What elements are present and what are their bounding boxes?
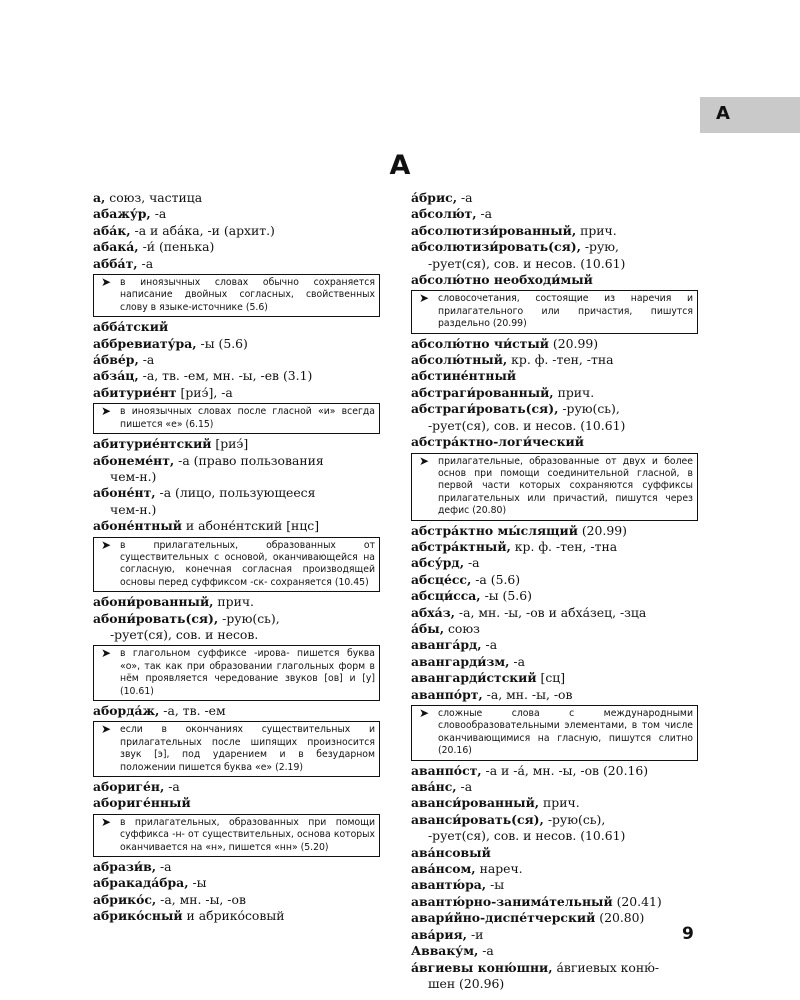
entry-continuation: -рует(ся), сов. и несов. (10.61) [428,255,626,271]
dictionary-entry [93,385,383,401]
entry-details: -ы [486,877,505,893]
headword: авантю́ра, [411,877,487,893]
headword: абза́ц, [93,368,139,384]
dictionary-entry [93,795,383,811]
rule-note-text: в иноязычных словах после гласной «и» всегда пишется «е» (6.15) [120,406,375,430]
entry-details: -а [509,653,525,669]
dictionary-entry [411,654,701,670]
rule-note [93,274,380,317]
dictionary-entry [93,611,383,627]
entry-details: -а [481,637,498,653]
entry-details: и абоне́нтский [нцс] [181,518,320,534]
dictionary-entry [411,272,701,288]
headword: абстра́ктно-логи́ческий [411,434,584,450]
headword: абсолютизи́рованный, [411,222,577,238]
dictionary-entry [411,877,701,893]
dictionary-entry [411,539,701,555]
entry-continuation: -рует(ся), сов. и несов. (10.61) [428,417,626,433]
dictionary-entry [93,256,383,272]
headword: абсолю́тно чи́стый [411,335,549,351]
rule-note [411,453,698,521]
arrow-icon: ➤ [419,291,430,306]
dictionary-entry [411,763,701,779]
entry-details: -а [478,943,494,959]
dictionary-entry [411,861,701,877]
arrow-icon: ➤ [101,404,112,419]
arrow-icon: ➤ [101,275,112,290]
dictionary-entry [93,485,383,501]
dictionary-entry [93,703,383,719]
headword: авантю́рно-занима́тельный [411,893,613,909]
dictionary-entry [411,927,701,943]
headword: абсолю́тно необходи́мый [411,272,593,288]
headword: абоне́нт, [93,485,156,501]
headword: ава́рия, [411,926,467,942]
entry-continuation: чем-н.) [110,468,157,484]
headword: ава́нсовый [411,844,491,860]
dictionary-entry [93,190,383,206]
entry-details: а́вгиевых коню́- [552,959,660,975]
entry-details: -а (право пользования [174,452,324,468]
section-heading: А [389,150,411,181]
arrow-icon: ➤ [419,706,430,720]
entry-details: прич. [539,795,580,811]
entry-details: -а и -а́, мн. -ы, -ов (20.16) [481,762,649,778]
arrow-icon: ➤ [419,453,430,468]
dictionary-entry [93,875,383,891]
entry-details: -а [456,779,473,795]
entry-details: -а (лицо, пользующееся [155,485,316,501]
dictionary-entry [411,670,701,686]
arrow-icon: ➤ [101,814,112,829]
entry-details: -а, мн. -ы, -ов и абха́зец, -зца [454,604,647,620]
entry-details: [сц] [536,670,566,686]
headword: абонеме́нт, [93,452,175,468]
dictionary-entry [93,352,383,368]
entry-details: прич. [213,594,254,610]
entry-details: -а, мн. -ы, -ов [156,891,246,907]
entry-details: кр. ф. -тен, -тна [510,538,618,554]
rule-note [93,645,380,701]
entry-continuation: шен (20.96) [428,975,505,991]
dictionary-entry [411,943,701,959]
dictionary-entry [411,621,701,637]
dictionary-entry [93,779,383,795]
dictionary-entry [411,795,701,811]
dictionary-entry [411,206,701,222]
headword: абстраги́рованный, [411,384,554,400]
rule-note-text: в прилагательных, образованных от существительных с основой, оканчивающейся на согласную, конечная согласная производящей основы перед суффиксом -ск- сохраняется (10.45) [120,539,375,588]
dictionary-entry [93,518,383,534]
headword: абба́т, [93,255,138,271]
dictionary-entry [411,223,701,239]
rule-note-text: в прилагательных, образованных при помощи суффикса -н- от существительных, основа которых оканчивается на «н», пишется «нн» (5.20) [120,816,375,853]
left-column [93,190,383,925]
headword: абсолю́тный, [411,352,508,368]
headword: авангарди́зм, [411,653,510,669]
entry-continuation: -рует(ся), сов. и несов. [110,626,259,642]
headword: абориге́н, [93,779,165,795]
dictionary-entry [411,605,701,621]
entry-details: -рую(сь), [558,401,620,417]
headword: а́брис, [411,190,458,205]
rule-note-text: словосочетания, состоящие из наречия и прилагательного или причастия, пишутся раздельно (20.99) [438,293,693,330]
headword: а́вгиевы коню́шни, [411,959,553,975]
headword: Авваку́м, [411,943,479,959]
entry-details: -и [467,926,484,942]
headword: абсци́сса, [411,588,481,604]
dictionary-entry [411,910,701,926]
dictionary-entry [93,368,383,384]
headword: абстраги́ровать(ся), [411,401,559,417]
entry-details: союз, частица [105,190,203,205]
headword: аванси́ровать(ся), [411,811,544,827]
dictionary-entry [93,239,383,255]
entry-details: -а, мн. -ы, -ов [482,686,573,702]
rule-note [93,721,380,777]
entry-details: -а [457,190,473,205]
headword: а́бы, [411,620,445,636]
entry-details: -а [464,555,480,571]
headword: абракада́бра, [93,875,189,891]
rule-note [411,290,698,333]
dictionary-entry [411,239,701,255]
dictionary-entry [411,960,701,976]
headword: абсце́сс, [411,571,472,587]
dictionary-entry [411,352,701,368]
headword: абрико́с, [93,891,157,907]
entry-details: прич. [576,222,617,238]
headword: абсолютизи́ровать(ся), [411,239,581,255]
entry-details: прич. [553,384,595,400]
entry-details: -а [138,352,155,368]
headword: аванси́рованный, [411,795,540,811]
headword: аванпо́ст, [411,762,482,778]
entry-details: -а [150,206,167,222]
entry-details: -а, тв. -ем, мн. -ы, -ев (3.1) [138,368,313,384]
headword: аборда́ж, [93,703,160,718]
entry-continuation: -рует(ся), сов. и несов. (10.61) [428,828,626,844]
dictionary-entry [411,336,701,352]
entry-details: -а (5.6) [471,571,521,587]
dictionary-entry [93,859,383,875]
headword: абба́тский [93,319,169,335]
headword: авангарди́стский [411,670,537,686]
headword: аванга́рд, [411,637,482,653]
dictionary-entry [93,892,383,908]
rule-note [93,403,380,434]
rule-note [411,705,698,761]
arrow-icon: ➤ [101,537,112,552]
letter-tab-label: А [716,103,730,124]
headword: абоне́нтный [93,518,182,534]
rule-note-text: в иноязычных словах обычно сохраняется написание двойных согласных, свойственных слову в языке-источнике (5.6) [120,277,375,313]
entry-details: (20.80) [595,910,645,926]
page-number: 9 [682,924,694,944]
entry-details: союз [444,620,480,636]
entry-details: (20.99) [548,335,599,351]
headword: абориге́нный [93,795,191,811]
entry-details: -рую, [580,239,619,255]
dictionary-entry [411,401,701,417]
dictionary-entry [411,555,701,571]
rule-note-text: если в окончаниях существительных и прилагательных после шипящих произносится звук [э], под ударением и в безударном положении пишется буква «е» (2.19) [120,724,375,773]
headword: абони́рованный, [93,594,214,610]
rule-note [93,537,380,593]
headword: абрико́сный [93,908,183,924]
rule-note-text: прилагательные, образованные от двух и более основ при помощи соединительной гласной, в первой части которых сохраняются суффиксы прилагательных или причастий, пишутся через дефис (20.80) [438,455,693,517]
dictionary-entry [411,572,701,588]
dictionary-entry [93,436,383,452]
dictionary-entry [411,588,701,604]
entry-details: [риэ́], -а [176,384,233,400]
dictionary-entry [411,190,701,206]
headword: абитурие́нт [93,384,177,400]
rule-note [93,814,380,857]
dictionary-entry [411,523,701,539]
headword: абажу́р, [93,206,151,222]
dictionary-entry [411,368,701,384]
headword: абха́з, [411,604,455,620]
letter-tab [700,97,800,133]
dictionary-entry [411,637,701,653]
dictionary-entry [93,908,383,924]
entry-details: -а [164,779,180,795]
dictionary-entry [93,223,383,239]
dictionary-entry [411,385,701,401]
headword: ава́нсом, [411,861,476,877]
headword: авари́йно-диспе́тчерский [411,910,596,926]
headword: абони́ровать(ся), [93,610,219,626]
rule-note-text: в глагольном суффиксе -ирова- пишется буква «о», так как при образовании глагольных форм в нём проявляется чередование звуков [ов] и [у] (10.61) [120,648,375,697]
dictionary-entry [93,336,383,352]
dictionary-entry [93,594,383,610]
headword: абитурие́нтский [93,436,212,452]
entry-details: -ы (5.6) [196,335,248,351]
dictionary-entry [411,779,701,795]
headword: аба́к, [93,222,131,238]
arrow-icon: ➤ [101,646,112,661]
headword: абсу́рд, [411,555,465,571]
entry-details: -а [476,206,493,222]
dictionary-entry [93,319,383,335]
headword: аббревиату́ра, [93,335,197,351]
entry-details: нареч. [475,861,523,877]
entry-details: -а и абáка, -и (архит.) [130,222,275,238]
arrow-icon: ➤ [101,722,112,737]
dictionary-entry [411,894,701,910]
entry-details: кр. ф. -тен, -тна [507,352,614,368]
headword: абака́, [93,239,139,255]
entry-details: -рую(сь), [543,811,606,827]
entry-details: -и́ (пенька) [138,239,215,255]
entry-continuation: чем-н.) [110,501,157,517]
entry-details: -рую(сь), [218,610,280,626]
headword: абстра́ктно мы́слящий [411,522,578,538]
entry-details: -ы (5.6) [480,588,532,604]
headword: абсолю́т, [411,206,477,222]
entry-details: -ы [188,875,207,891]
dictionary-entry [411,434,701,450]
right-column [411,190,701,992]
entry-details: (20.99) [577,522,627,538]
headword: ава́нс, [411,779,457,795]
headword: аванпо́рт, [411,686,483,702]
headword: а́бве́р, [93,352,139,368]
dictionary-entry [93,206,383,222]
entry-details: (20.41) [612,893,662,909]
dictionary-entry [411,845,701,861]
entry-details: [риэ́] [211,436,249,452]
dictionary-entry [411,687,701,703]
entry-details: и абрико́совый [182,908,285,924]
headword: абстра́ктный, [411,538,511,554]
entry-details: -а, тв. -ем [159,703,226,718]
headword: а, [93,190,106,205]
entry-details: -а [137,255,154,271]
dictionary-entry [411,812,701,828]
entry-details: -а [156,859,172,875]
dictionary-entry [93,453,383,469]
rule-note-text: сложные слова с международными словообразовательными элементами, в том числе оканчивающимися на гласную, пишутся слитно (20.16) [438,708,693,757]
headword: абстине́нтный [411,368,517,384]
headword: абрази́в, [93,859,157,875]
